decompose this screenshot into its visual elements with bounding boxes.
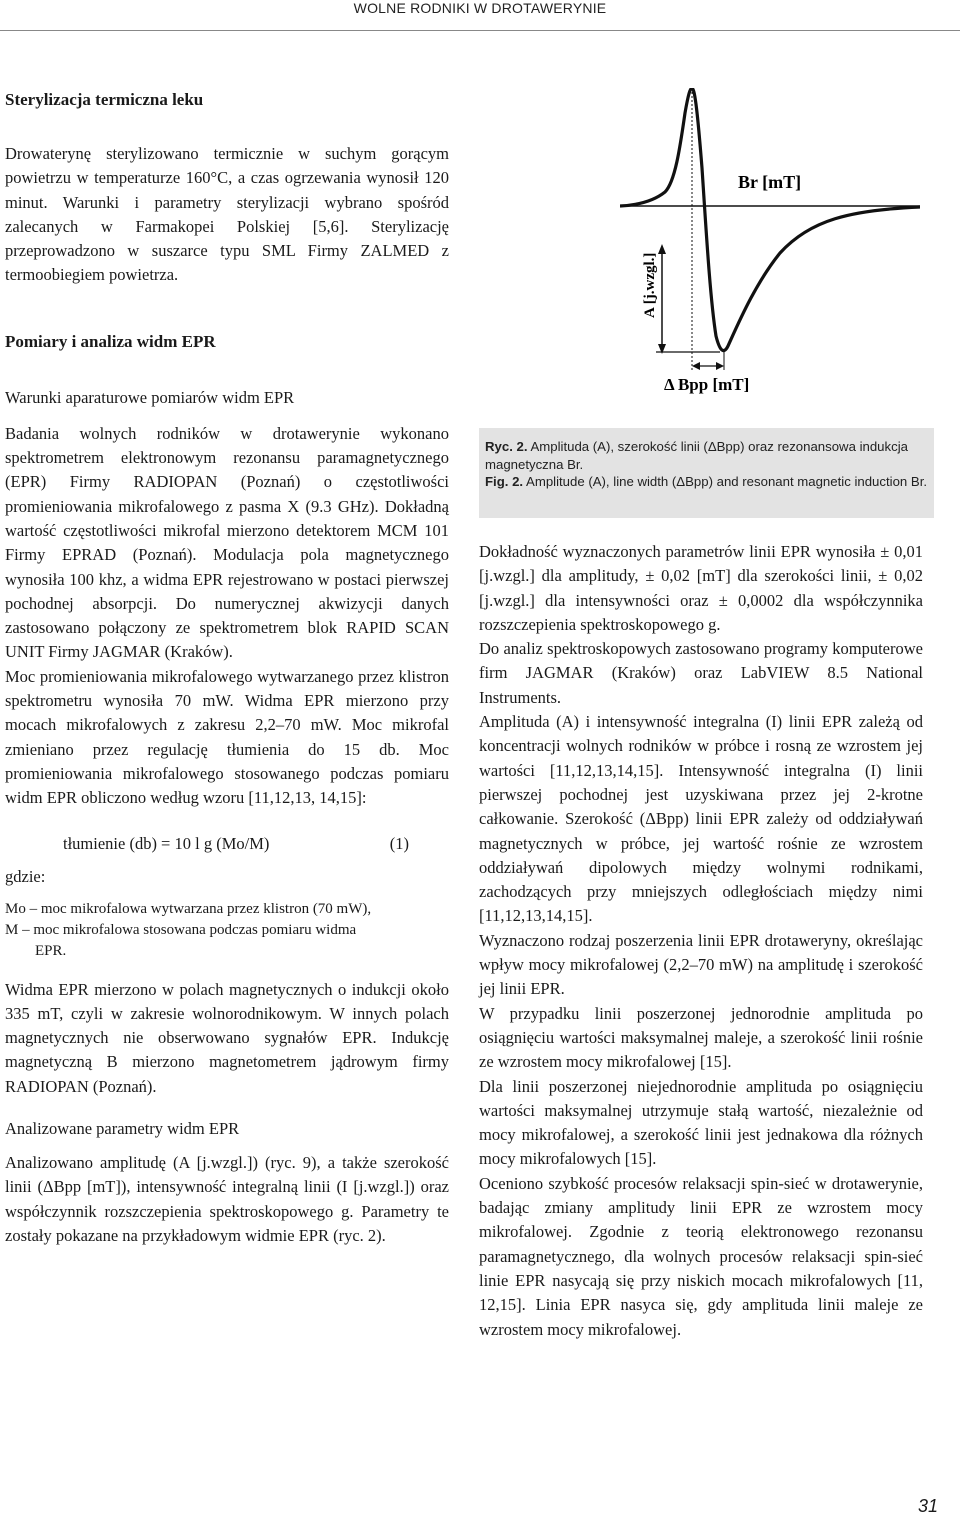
linewidth-arrowhead-left: [692, 362, 700, 370]
running-head: WOLNE RODNIKI W DROTAWERYNIE: [353, 0, 607, 16]
caption-ryc-text: Amplituda (A), szerokość linii (ΔBpp) oraz rezonansowa indukcja magnetyczna Br.: [485, 439, 908, 472]
linewidth-arrowhead-right: [716, 362, 724, 370]
paragraph-sterylizacja: Drowaterynę sterylizowano termicznie w suchym gorącym powietrzu w temperaturze 160°C, a czas ogrzewania wynosił 120 minut. Warunki i parametry sterylizacji wybrano spośród zalecanych w Farmakopei Polskiej [5,6]. Sterylizację przeprowadzono w suszarce typu SML Firmy ZALMED z termoobiegiem powietrza.: [5, 144, 449, 285]
paragraph-jednorodnie: W przypadku linii poszerzonej jednorodnie amplituda po osiągnięciu wartości maksymalnej maleje, a szerokość linii rośnie ze wzrostem mocy mikrofalowej [15].: [479, 1003, 923, 1072]
paragraph-niejednorodnie: Dla linii poszerzonej niejednorodnie amplituda po osiągnięciu wartości maksymalnej utrzymuje stałą wartość, niezależnie od mocy mikrofalowej, a szerokość linii jest jednakowa dla różnych mocy mikrofalowych [15].: [479, 1076, 923, 1169]
paragraph-relaksacja: Oceniono szybkość procesów relaksacji spin-sieć w drotawerynie, badając zmiany amplitudy linii EPR ze wzrostem mocy mikrofalowej. Zgodnie z teorią elektronowego rezonansu paramagnetycznego, dla wolnych procesów relaksacji spin-sieć linie EPR nasycają się przy niskich mocach mikrofalowych [11, 12,15]. Linia EPR nasyca się, gdy amplituda linii maleje ze wzrostem mocy mikrofalowej.: [479, 1173, 923, 1339]
definition-m: M – moc mikrofalowa stosowana podczas pomiaru widma: [5, 921, 357, 938]
formula-number: (1): [389, 833, 409, 853]
epr-spectrum-figure: [620, 88, 920, 408]
caption-fig-text: Amplitude (A), line width (ΔBpp) and resonant magnetic induction Br.: [526, 474, 928, 489]
formula: tłumienie (db) = 10 l g (Mo/M): [63, 833, 270, 853]
subheading-analizowane: Analizowane parametry widm EPR: [5, 1119, 240, 1139]
paragraph-moc: Moc promieniowania mikrofalowego wytwarzanego przez klistron spektrometru wynosiła 70 mW. Widma EPR mierzono przy mocach mikrofalowych z zakresu 2,2–70 mW. Moc mikrofal zmieniano przez regulację tłumienia do 15 db. Moc promieniowania mikrofalowego stosowanego podczas pomiaru widm EPR obliczono według wzoru [11,12,13, 14,15]:: [5, 666, 449, 808]
definition-mo: Mo – moc mikrofalowa wytwarzana przez klistron (70 mW),: [5, 900, 372, 917]
paragraph-badania: Badania wolnych rodników w drotawerynie wykonano spektrometrem elektronowym rezonansu paramagnetycznego (EPR) Firmy RADIOPAN (Poznań) o częstotliwości promieniowania mikrofalowego z pasma X (9.3 GHz). Dokładną wartość częstotliwości mikrofal mierzono detektorem MCM 101 Firmy EPRAD (Poznań). Modulacja pola magnetycznego wynosiła 100 khz, a widma EPR rejestrowano w postaci pierwszej pochodnej absorpcji. Do numerycznej akwizycji danych zastosowano połączony ze spektrometrem blok RAPID SCAN UNIT Firmy JAGMAR (Kraków).: [5, 423, 449, 662]
paragraph-analizowano: Analizowano amplitudę (A [j.wzgl.]) (ryc. 9), a także szerokość linii (ΔBpp [mT]), intensywność integralną linii (I [j.wzgl.]) oraz współczynnik rozszczepienia spektroskopowego g. Parametry te zostały pokazane na przykładowym widmie EPR (ryc. 2).: [5, 1153, 449, 1245]
subheading-warunki: Warunki aparaturowe pomiarów widm EPR: [5, 387, 295, 407]
amplitude-label: A [j.wzgl.]: [642, 252, 658, 318]
paragraph-poszerzenie: Wyznaczono rodzaj poszerzenia linii EPR drotaweryny, określając wpływ mocy mikrofalowej (2,2–70 mW) na amplitudę i szerokość jej linii EPR.: [479, 930, 923, 999]
epr-derivative-curve: [620, 88, 920, 351]
section-heading-sterylizacja: Sterylizacja termiczna leku: [5, 90, 204, 109]
paragraph-dokladnosc: Dokładność wyznaczonych parametrów linii EPR wynosiła ± 0,01 [j.wzgl.] dla amplitudy, ± 0,02 [mT] dla szerokości linii, ± 0,02 [j.wzgl.] dla intensywności oraz ± 0,0002 dla współczynnika rozszczepienia spektroskopowego g.: [479, 542, 923, 634]
caption-fig-label: Fig. 2.: [485, 474, 524, 489]
br-label: Br [mT]: [738, 172, 802, 192]
paragraph-programy: Do analiz spektroskopowych zastosowano programy komputerowe firm JAGMAR (Kraków) oraz LabVIEW 8.5 National Instruments.: [479, 639, 923, 707]
linewidth-label: Δ Bpp [mT]: [664, 375, 750, 394]
epr-spectrum-svg: [620, 88, 920, 408]
paragraph-amplituda: Amplituda (A) i intensywność integralna (I) linii EPR zależą od koncentracji wolnych rodników w próbce i rosną ze wzrostem jej wartości [11,12,13,14,15]. Intensywność integralna (I) linii pierwszej pochodnej jest uzyskiwana przez jej 2-krotne całkowanie. Szerokość (ΔBpp) linii EPR zależy od oddziaływań magnetycznych w próbce, jej wartość rośnie ze wzrostem oddziaływań dipolowych między wolnymi rodnikami, zachodzących przy mniejszych odległościach między nimi [11,12,13,14,15].: [479, 712, 923, 926]
caption-ryc-label: Ryc. 2.: [485, 439, 528, 454]
right-column: [479, 540, 923, 1342]
header-rule: [0, 30, 960, 31]
amplitude-arrowhead-top: [658, 244, 666, 254]
formula-row: [5, 831, 449, 857]
page-number: 31: [917, 1496, 938, 1516]
definition-m-continued: EPR.: [35, 942, 67, 959]
section-heading-pomiary: Pomiary i analiza widm EPR: [5, 331, 216, 351]
left-column: [5, 88, 449, 1248]
figure-caption: [479, 428, 934, 518]
paragraph-widma: Widma EPR mierzono w polach magnetycznych o indukcji około 335 mT, czyli w zakresie wolnorodnikowym. W innych polach magnetycznych nie obserwowano sygnałów EPR. Indukcję magnetyczną B mierzono magnetometrem jądrowym firmy RADIOPAN (Poznań).: [5, 979, 449, 1096]
gdzie-label: gdzie:: [5, 866, 46, 886]
